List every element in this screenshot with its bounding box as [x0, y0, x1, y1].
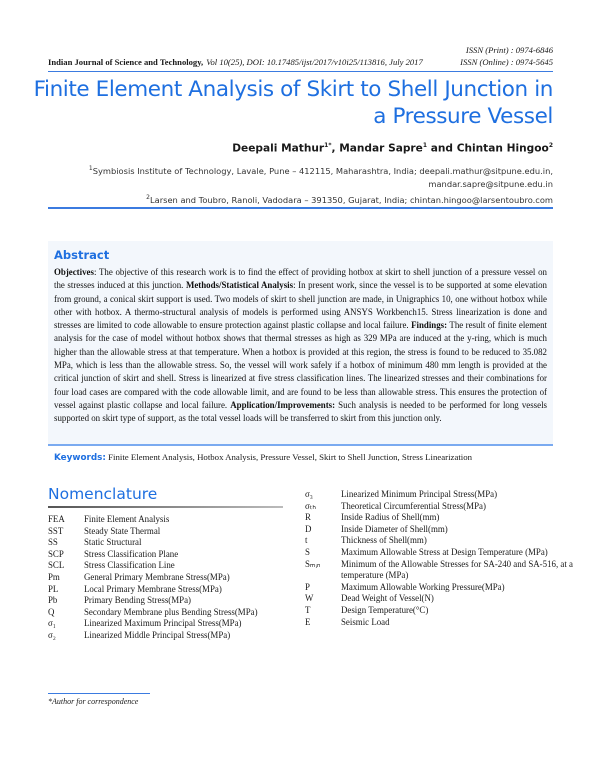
abstract-label: Findings:	[411, 320, 448, 331]
nomenclature-row	[305, 559, 575, 582]
nomenclature-row	[305, 512, 575, 524]
author-sup: 1*	[324, 142, 332, 149]
nomenclature-definition: Dead Weight of Vessel(N)	[341, 593, 434, 604]
nomenclature-symbol: R	[305, 512, 311, 523]
nomenclature-symbol: SS	[48, 537, 58, 548]
nomenclature-row	[48, 584, 298, 596]
nomenclature-definition: Local Primary Membrane Stress(MPa)	[84, 583, 222, 594]
nomenclature-definition: Design Temperature(°C)	[341, 604, 429, 615]
nomenclature-definition: Stress Classification Line	[84, 560, 175, 571]
affiliations	[33, 162, 553, 207]
nomenclature-definition: Seismic Load	[341, 616, 390, 627]
journal-citation	[48, 57, 423, 67]
nomenclature-definition: Minimum of the Allowable Stresses for SA-240 and SA-516, at a temperature (MPa)	[341, 558, 573, 581]
issn-print: ISSN (Print) : 0974-6846	[465, 45, 553, 55]
nomenclature-row	[305, 535, 575, 547]
keywords-text: Finite Element Analysis, Hotbox Analysis, Pressure Vessel, Skirt to Shell Junction, Stress Linearization	[105, 452, 473, 462]
nomenclature-symbol: W	[305, 593, 314, 604]
journal-name: Indian Journal of Science and Technology,	[48, 57, 204, 67]
author-sup: 1	[422, 142, 428, 149]
keywords	[54, 452, 472, 463]
affiliation-cont: mandar.sapre@sitpune.edu.in	[428, 178, 553, 189]
affil-sup: 2	[146, 193, 150, 201]
nomenclature-definition: Stress Classification Plane	[84, 548, 179, 559]
nomenclature-definition: Static Structural	[84, 537, 142, 548]
nomenclature-symbol: SCL	[48, 560, 65, 571]
nomenclature-row	[305, 524, 575, 536]
affil-text: Larsen and Toubro, Ranoli, Vadodara – 391350, Gujarat, India; chintan.hingoo@larsentoubro.com	[150, 194, 553, 205]
affil-text: Symbiosis Institute of Technology, Lavale, Pune – 412115, Maharashtra, India; deepali.mathur@sitpune.edu.in,	[92, 165, 553, 176]
abstract-box	[48, 241, 553, 446]
nomenclature-row	[305, 582, 575, 594]
header-rule	[48, 71, 553, 72]
author-sep: ,	[331, 142, 340, 155]
nomenclature-rule	[48, 506, 283, 508]
affiliation	[33, 162, 553, 178]
nomenclature-symbol: Sₘᵢₙ	[305, 558, 321, 569]
nomenclature-definition: General Primary Membrane Stress(MPa)	[84, 571, 230, 582]
footnote: *Author for correspondence	[48, 697, 139, 706]
nomenclature-definition: Linearized Middle Principal Stress(MPa)	[84, 629, 231, 640]
abstract-text: : The objective of this research work is to find the effect of providing hotbox at skirt to shell junction of a pressure vessel on the stresses induced at this junction.	[54, 267, 547, 291]
nomenclature-row	[48, 618, 298, 630]
nomenclature-symbol: t	[305, 535, 308, 546]
authors	[232, 142, 553, 155]
nomenclature-row	[48, 549, 298, 561]
nomenclature-symbol: Pm	[48, 571, 60, 582]
nomenclature-symbol: Q	[48, 606, 55, 617]
abstract-label: Application/Improvements:	[230, 399, 336, 410]
nomenclature-symbol: S	[305, 546, 310, 557]
nomenclature-definition: Linearized Maximum Principal Stress(MPa)	[84, 618, 242, 629]
nomenclature-heading: Nomenclature	[48, 485, 158, 503]
author-sup: 2	[548, 142, 553, 149]
nomenclature-row	[48, 607, 298, 619]
affiliation	[33, 191, 553, 207]
author-name: Deepali Mathur	[232, 142, 325, 155]
nomenclature-symbol: FEA	[48, 514, 65, 524]
citation: Vol 10(25), DOI: 10.17485/ijst/2017/v10i25/113816, July 2017	[206, 57, 423, 67]
abstract-text: The result of finite element analysis for the case of model without hotbox shows that thermal stresses as high as 329 MPa are induced at the y-ring, which is much higher than the allowable stress at that temperature. When a hotbox is provided at this region, the stress is found to be reduced to 35.082 MPa, which is less than the allowable stress. So, the vessel will work safely if a hotbox of minimum 480 mm length is provided at the critical junction of skirt and shell. Stress is linearized at five stress classification lines. The linearized stresses and their combinations for four load cases are compared with the code allowable limit, and are found to be less than allowable stress. This ensures the protection of vessel against plastic collapse and local failure.	[54, 320, 547, 410]
nomenclature-definition: Theoretical Circumferential Stress(MPa)	[341, 500, 486, 511]
nomenclature-symbol: σ₃	[305, 489, 313, 499]
nomenclature-row	[48, 560, 298, 572]
issn-block	[460, 44, 553, 68]
nomenclature-row	[48, 572, 298, 584]
nomenclature-symbol: SST	[48, 525, 64, 536]
abstract-heading: Abstract	[54, 248, 110, 262]
nomenclature-row	[305, 501, 575, 513]
nomenclature-definition: Steady State Thermal	[84, 525, 161, 536]
nomenclature-row	[305, 547, 575, 559]
abstract-text: : In present work, since the vessel is to be supported at some elevation from ground, a conical skirt support is used. Two models of skirt to shell junction are made, in Unigraphics 10, one without hotbox while other with hotbox. A thermo-structural analysis of models is performed using ANSYS Workbench15. Stress linearization is done and stresses are limited to code allowable to ensure protection against plastic collapse and local failure.	[54, 280, 547, 331]
nomenclature-symbol: T	[305, 604, 311, 615]
nomenclature-definition: Maximum Allowable Working Pressure(MPa)	[341, 581, 505, 592]
paper-title: Finite Element Analysis of Skirt to Shell Junction in a Pressure Vessel	[33, 77, 553, 129]
nomenclature-definition: Secondary Membrane plus Bending Stress(MPa)	[84, 606, 258, 617]
nomenclature-row	[305, 593, 575, 605]
nomenclature-definition: Primary Bending Stress(MPa)	[84, 595, 191, 606]
nomenclature-symbol: PL	[48, 583, 59, 594]
nomenclature-left	[48, 514, 298, 642]
nomenclature-row	[305, 489, 575, 501]
abstract-label: Objectives	[54, 267, 94, 277]
nomenclature-symbol: E	[305, 616, 311, 627]
nomenclature-definition: Maximum Allowable Stress at Design Temperature (MPa)	[341, 546, 548, 557]
affil-rule	[48, 207, 553, 209]
nomenclature-row	[48, 595, 298, 607]
affil-sup: 1	[88, 165, 93, 172]
nomenclature-symbol: σ₁	[48, 618, 56, 629]
nomenclature-row	[48, 526, 298, 538]
abstract-text: Such analysis is needed to be performed for long vessels supported on skirt type of support, as the total vessel loads will be transferred to skirt from this junction only.	[54, 399, 547, 424]
nomenclature-row	[48, 630, 298, 642]
abstract-label: Methods/Statistical Analysis	[185, 280, 294, 291]
nomenclature-definition: Inside Diameter of Shell(mm)	[341, 523, 448, 534]
issn-online: ISSN (Online) : 0974-5645	[460, 57, 553, 67]
nomenclature-symbol: SCP	[48, 548, 64, 559]
nomenclature-symbol: P	[305, 581, 310, 592]
abstract-body	[54, 266, 547, 426]
nomenclature-definition: Inside Radius of Shell(mm)	[341, 512, 440, 523]
nomenclature-definition: Linearized Minimum Principal Stress(MPa)	[341, 489, 498, 499]
author-sep: and	[427, 142, 457, 155]
author-name: Chintan Hingoo	[456, 142, 549, 155]
footnote-rule	[48, 693, 150, 694]
nomenclature-definition: Finite Element Analysis	[84, 514, 170, 524]
nomenclature-row	[305, 605, 575, 617]
author-name: Mandar Sapre	[339, 142, 423, 155]
nomenclature-symbol: D	[305, 523, 312, 534]
nomenclature-symbol: σₜₕ	[305, 500, 316, 511]
nomenclature-symbol: σ₂	[48, 629, 56, 640]
nomenclature-definition: Thickness of Shell(mm)	[341, 535, 427, 546]
keywords-label: Keywords:	[54, 453, 106, 463]
nomenclature-symbol: Pb	[48, 595, 58, 606]
nomenclature-row	[48, 537, 298, 549]
nomenclature-row	[305, 617, 575, 629]
nomenclature-row	[48, 514, 298, 526]
nomenclature-right	[305, 489, 575, 628]
